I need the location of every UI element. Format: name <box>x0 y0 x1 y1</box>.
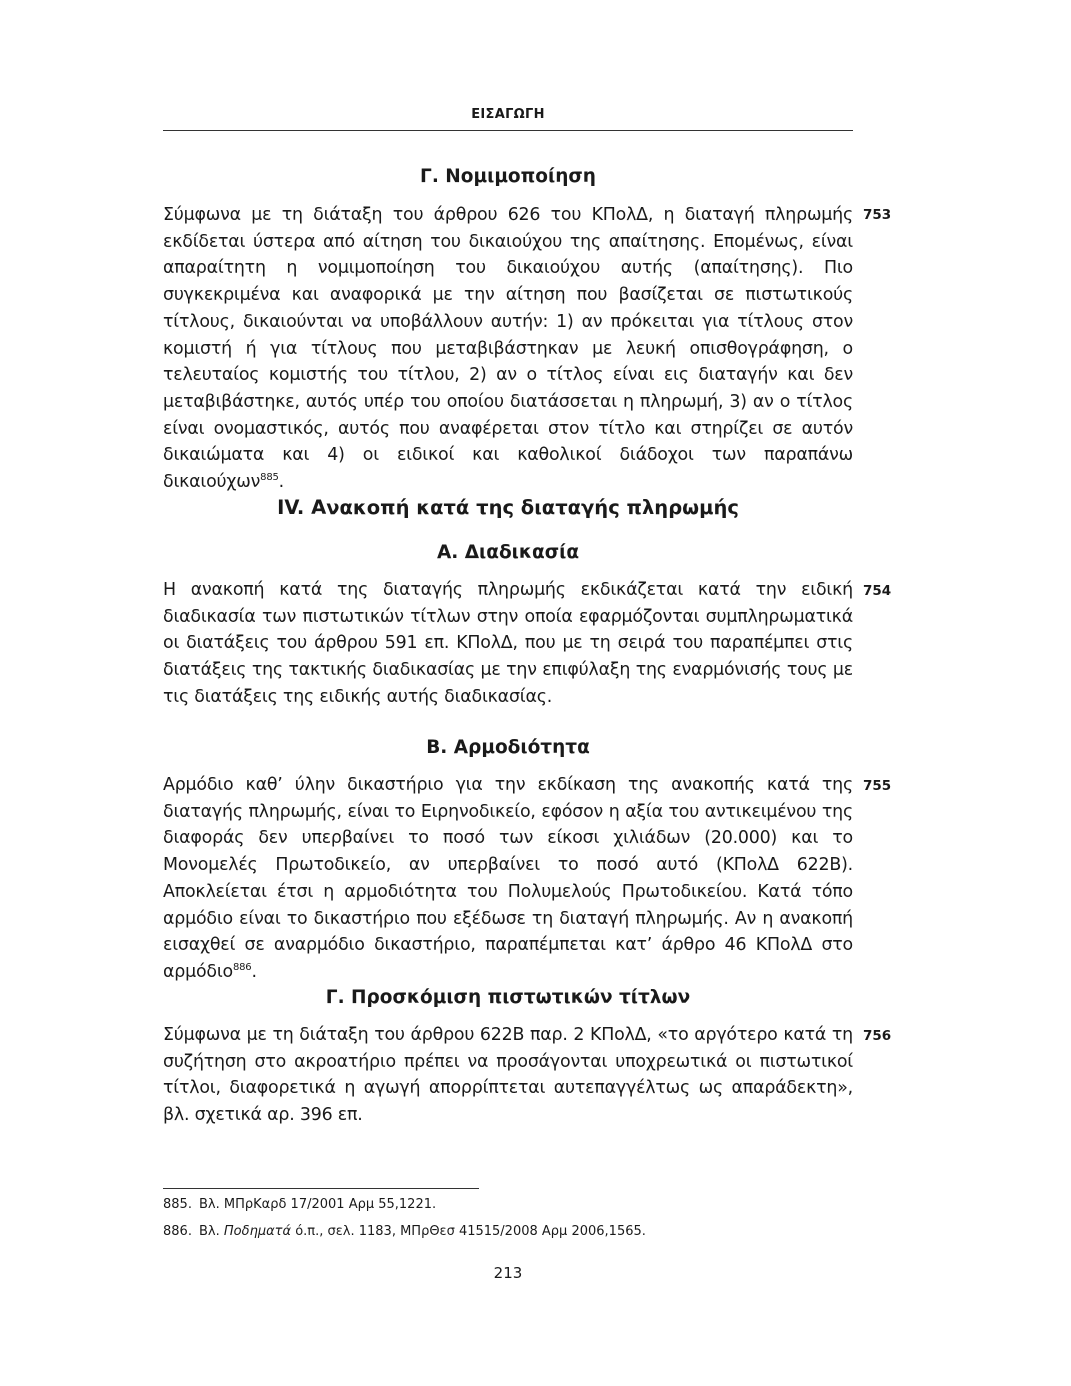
footnote-ref-886[interactable]: 886 <box>232 961 252 973</box>
section-heading-armodiotita: Β. Αρμοδιότητα <box>426 737 590 758</box>
footnote-text-end: ό.π., σελ. 1183, ΜΠρΘεσ 41515/2008 Αρμ 2006,1565. <box>291 1224 646 1239</box>
chapter-heading: IV. Ανακοπή κατά της διαταγής πληρωμής <box>277 496 739 519</box>
header-rule <box>163 130 853 131</box>
margin-number-754: 754 <box>863 583 892 599</box>
paragraph-754: Η ανακοπή κατά της διαταγής πληρωμής εκδικάζεται κατά την ειδική διαδικασία των πιστωτικών τίτλων στην οποία εφαρμόζονται συμπληρωματικά οι διατάξεις του άρθρου 591 επ. ΚΠολΔ, που με τη σειρά του παραπέμπει στις διατάξεις της τακτικής διαδικασίας με την επιφύλαξη της εναρμόνισής τους με τις διατάξεις της ειδικής αυτής διαδικασίας. <box>163 580 853 707</box>
footnote-885 <box>163 1197 436 1212</box>
paragraph-end: . <box>251 961 257 982</box>
running-head: ΕΙΣΑΓΩΓΗ <box>471 107 545 122</box>
footnote-italic: Ποδηματά <box>223 1224 292 1239</box>
footnote-number: 886. <box>163 1224 192 1239</box>
footnote-rule <box>163 1188 479 1189</box>
margin-number-753: 753 <box>863 207 892 223</box>
paragraph-755 <box>163 772 853 986</box>
paragraph-end: . <box>278 472 284 493</box>
footnote-text: Βλ. ΜΠρΚαρδ 17/2001 Αρμ 55,1221. <box>199 1197 437 1212</box>
footnote-ref-885[interactable]: 885 <box>260 472 279 484</box>
page-number: 213 <box>493 1264 523 1282</box>
footnote-number: 885. <box>163 1197 192 1212</box>
footnote-886 <box>163 1224 646 1239</box>
paragraph-text: Αρμόδιο καθ’ ύλην δικαστήριο για την εκδίκαση της ανακοπής κατά της διαταγής πληρωμής, είναι το Ειρηνοδικείο, εφόσον η αξία του αντικειμένου της διαφοράς δεν υπερβαίνει το ποσό των είκοσι χιλιάδων (20.000) και το Μονομελές Πρωτοδικείο, αν υπερβαίνει το ποσό αυτό (ΚΠολΔ 622Β). Αποκλείεται έτσι η αρμοδιότητα του Πολυμελούς Πρωτοδικείου. Κατά τόπο αρμόδιο είναι το δικαστήριο που εξέδωσε τη διαταγή πληρωμής. Αν η ανακοπή εισαχθεί σε αναρμόδιο δικαστήριο, παραπέμπεται κατ’ άρθρο 46 ΚΠολΔ στο αρμόδιο <box>163 775 853 982</box>
paragraph-756: Σύμφωνα με τη διάταξη του άρθρου 622Β παρ. 2 ΚΠολΔ, «το αργότερο κατά τη συζήτηση στο ακροατήριο πρέπει να προσάγονται υποχρεωτικά οι πιστωτικοί τίτλοι, διαφορετικά η αγωγή απορρίπτεται αυτεπαγγέλτως ως απαράδεκτη», βλ. σχετικά αρ. 396 επ. <box>163 1025 853 1126</box>
footnote-text: Βλ. <box>199 1224 224 1239</box>
section-heading-nomimopoiisi: Γ. Νομιμοποίηση <box>420 166 596 187</box>
paragraph-text: Σύμφωνα με τη διάταξη του άρθρου 626 του ΚΠολΔ, η διαταγή πληρωμής εκδίδεται ύστερα από αίτηση του δικαιούχου της απαίτησης. Επομένως, είναι απαραίτητη η νομιμοποίηση του δικαιούχου αυτής (απαίτησης). Πιο συγκεκριμένα και αναφορικά με την αίτηση που βασίζεται σε πιστωτικούς τίτλους, δικαιούνται να υποβάλλουν αυτήν: 1) αν πρόκειται για τίτλους στον κομιστή ή για τίτλους που μεταβιβάστηκαν με λευκή οπισθογράφηση, ο τελευταίος κομιστής του τίτλου, 2) αν ο τίτλος είναι εις διαταγήν και δεν μεταβιβάστηκε, αυτός υπέρ του οποίου διατάσσεται η πληρωμή, 3) αν ο τίτλος είναι ονομαστικός, αυτός που αναφέρεται στον τίτλο και στηρίζει σε αυτόν δικαιώματα και 4) οι ειδικοί και καθολικοί διάδοχοι των παραπάνω δικαιούχων <box>163 205 853 493</box>
margin-number-756: 756 <box>863 1028 892 1044</box>
section-heading-proskomisi: Γ. Προσκόμιση πιστωτικών τίτλων <box>325 987 691 1008</box>
margin-number-755: 755 <box>863 778 892 794</box>
section-heading-diadikasia: Α. Διαδικασία <box>436 542 580 563</box>
paragraph-753 <box>163 202 853 496</box>
